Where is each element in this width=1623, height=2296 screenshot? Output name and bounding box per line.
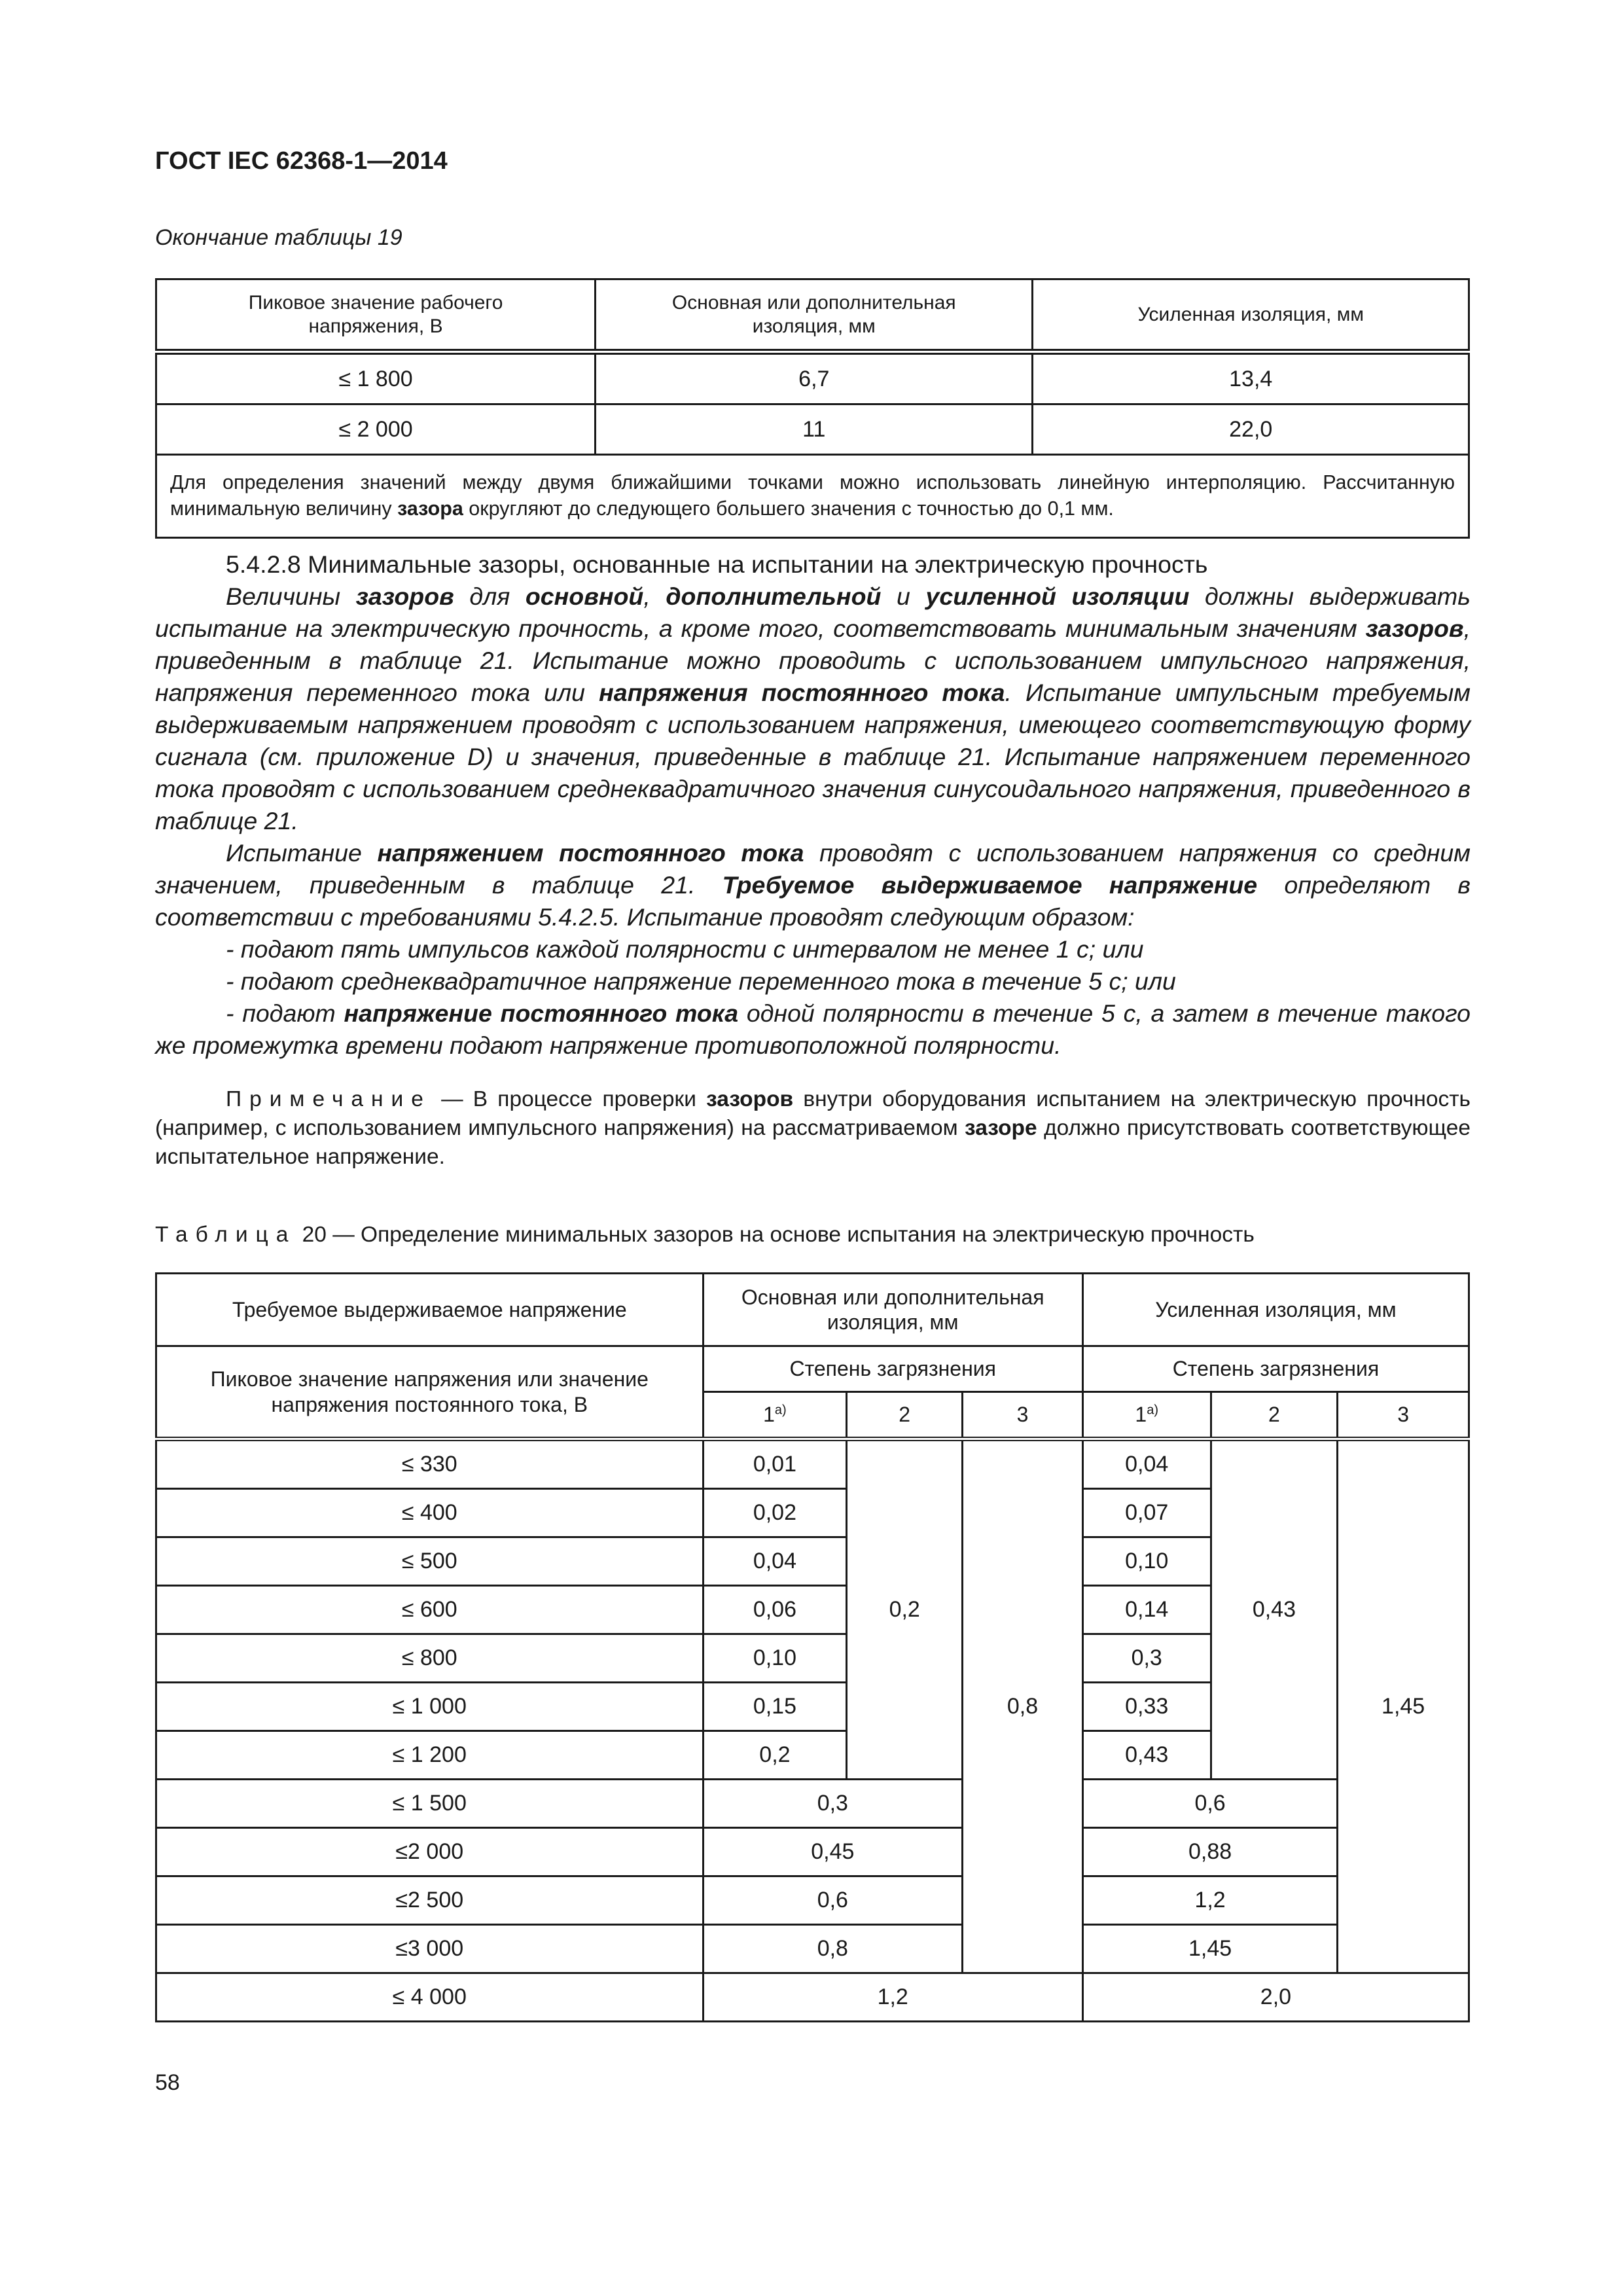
reinforced-degree-1-2-cell: 0,6 (1082, 1780, 1337, 1828)
voltage-cell: ≤ 1 000 (156, 1683, 704, 1731)
reinforced-degree-2-merged-cell: 0,43 (1211, 1439, 1338, 1780)
page-number: 58 (155, 2070, 180, 2095)
reinforced-all-degrees-cell: 2,0 (1082, 1973, 1469, 2022)
voltage-cell: ≤ 600 (156, 1586, 704, 1634)
note-label: Примечание (226, 1087, 431, 1111)
table-cell: 6,7 (596, 352, 1033, 404)
basic-degree-1-cell: 0,04 (703, 1537, 847, 1586)
voltage-cell: ≤2 000 (156, 1828, 704, 1876)
reinforced-degree-1-2-cell: 0,88 (1082, 1828, 1337, 1876)
col-header-reinforced-insulation: Усиленная изоляция, мм (1033, 279, 1469, 352)
col-header-pollution-degree: Степень загрязнения (703, 1346, 1082, 1392)
reinforced-degree-1-2-cell: 1,45 (1082, 1925, 1337, 1973)
col-header-degree-2: 2 (1211, 1392, 1338, 1439)
col-header-degree-1: $1^{а)}$ (703, 1392, 847, 1439)
col-header-degree-3: 3 (1338, 1392, 1469, 1439)
document-header: ГОСТ IEC 62368-1—2014 (155, 147, 448, 175)
table-cell: 13,4 (1033, 352, 1469, 404)
voltage-cell: ≤ 400 (156, 1489, 704, 1537)
col-header-peak-voltage: Пиковое значение напряжения или значение напряжения постоянного тока, В (156, 1346, 704, 1439)
bullet-1: - подают пять импульсов каждой полярности с интервалом не менее 1 с; или (226, 935, 1144, 963)
reinforced-degree-3-merged-cell: 1,45 (1338, 1439, 1469, 1973)
table-row (156, 1828, 1469, 1876)
section-heading: 5.4.2.8 Минимальные зазоры, основанные на испытании на электрическую прочность (226, 550, 1208, 578)
voltage-cell: ≤3 000 (156, 1925, 704, 1973)
table-cell: 11 (596, 404, 1033, 455)
table-cell: ≤ 2 000 (156, 404, 596, 455)
basic-degree-2-merged-cell: 0,2 (847, 1439, 963, 1780)
col-header-degree-2: 2 (847, 1392, 963, 1439)
reinforced-degree-1-cell: 0,10 (1082, 1537, 1211, 1586)
table-19 (155, 278, 1470, 539)
voltage-cell: ≤ 1 500 (156, 1780, 704, 1828)
table-row (156, 1780, 1469, 1828)
col-header-required-voltage: Требуемое выдерживаемое напряжение (156, 1274, 704, 1346)
reinforced-degree-1-cell: 0,43 (1082, 1731, 1211, 1780)
basic-degree-1-cell: 0,01 (703, 1439, 847, 1489)
table-cell: ≤ 1 800 (156, 352, 596, 404)
col-header-degree-1: $1^{а)}$ (1082, 1392, 1211, 1439)
reinforced-degree-1-cell: 0,14 (1082, 1586, 1211, 1634)
col-header-reinforced-insulation: Усиленная изоляция, мм (1082, 1274, 1469, 1346)
paragraph-2: Испытание напряжением постоянного тока проводят с использованием напряжения со средним значением, приведенным в таблице 21. Требуемое выдерживаемое напряжение определяют в соответствии с требованиями 5.4.2.5. Испытание проводят следующим образом: (155, 839, 1471, 931)
reinforced-degree-1-cell: 0,33 (1082, 1683, 1211, 1731)
basic-degree-1-cell: 0,10 (703, 1634, 847, 1683)
basic-degree-1-2-cell: 0,45 (703, 1828, 963, 1876)
table-20-caption: Таблица 20 — Определение минимальных зазоров на основе испытания на электрическую прочность (155, 1223, 1255, 1247)
voltage-cell: ≤ 500 (156, 1537, 704, 1586)
table-note: Для определения значений между двумя ближайшими точками можно использовать линейную интерполяцию. Рассчитанную минимальную величину зазора округляют до следующего большего значения с точностью до 0,1 мм. (156, 455, 1469, 538)
table-row (156, 1925, 1469, 1973)
col-header-pollution-degree: Степень загрязнения (1082, 1346, 1469, 1392)
basic-degree-1-cell: 0,15 (703, 1683, 847, 1731)
basic-all-degrees-cell: 1,2 (703, 1973, 1082, 2022)
reinforced-degree-1-2-cell: 1,2 (1082, 1876, 1337, 1925)
basic-degree-1-2-cell: 0,8 (703, 1925, 963, 1973)
basic-degree-1-cell: 0,2 (703, 1731, 847, 1780)
voltage-cell: ≤ 330 (156, 1439, 704, 1489)
table-row (156, 1973, 1469, 2022)
table-20 (155, 1272, 1470, 2022)
basic-degree-1-cell: 0,06 (703, 1586, 847, 1634)
note-paragraph: Примечание — В процессе проверки зазоров внутри оборудования испытанием на электрическую прочность (например, с использованием импульсного напряжения) на рассматриваемом зазоре должно присутствовать соответствующее испытательное напряжение. (155, 1087, 1471, 1169)
table-cell: 22,0 (1033, 404, 1469, 455)
voltage-cell: ≤ 4 000 (156, 1973, 704, 2022)
basic-degree-1-2-cell: 0,6 (703, 1876, 963, 1925)
table-row (156, 1876, 1469, 1925)
bullet-3: - подают напряжение постоянного тока одной полярности в течение 5 с, а затем в течение такого же промежутка времени подают напряжение противоположной полярности. (155, 999, 1471, 1059)
bullet-2: - подают среднеквадратичное напряжение переменного тока в течение 5 с; или (226, 967, 1176, 995)
basic-degree-1-2-cell: 0,3 (703, 1780, 963, 1828)
col-header-basic-insulation: Основная или дополнительная изоляция, мм (703, 1274, 1082, 1346)
section-body (155, 548, 1471, 1062)
voltage-cell: ≤2 500 (156, 1876, 704, 1925)
col-header-degree-3: 3 (963, 1392, 1083, 1439)
paragraph-1: Величины зазоров для основной, дополнительной и усиленной изоляции должны выдерживать испытание на электрическую прочность, а кроме того, соответствовать минимальным значениям зазоров, приведенным в таблице 21. Испытание можно проводить с использованием импульсного напряжения, напряжения переменного тока или напряжения постоянного тока. Испытание импульсным требуемым выдерживаемым напряжением проводят с использованием напряжения, имеющего соответствующую форму сигнала (см. приложение D) и значения, приведенные в таблице 21. Испытание напряжением переменного тока проводят с использованием среднеквадратичного значения синусоидального напряжения, приведенного в таблице 21. (155, 583, 1471, 834)
reinforced-degree-1-cell: 0,3 (1082, 1634, 1211, 1683)
reinforced-degree-1-cell: 0,04 (1082, 1439, 1211, 1489)
reinforced-degree-1-cell: 0,07 (1082, 1489, 1211, 1537)
voltage-cell: ≤ 800 (156, 1634, 704, 1683)
table-row (156, 1439, 1469, 1489)
col-header-peak-voltage: Пиковое значение рабочего напряжения, В (156, 279, 596, 352)
table-continuation-label: Окончание таблицы 19 (155, 225, 402, 250)
basic-degree-1-cell: 0,02 (703, 1489, 847, 1537)
basic-degree-3-merged-cell: 0,8 (963, 1439, 1083, 1973)
voltage-cell: ≤ 1 200 (156, 1731, 704, 1780)
col-header-basic-insulation: Основная или дополнительная изоляция, мм (596, 279, 1033, 352)
